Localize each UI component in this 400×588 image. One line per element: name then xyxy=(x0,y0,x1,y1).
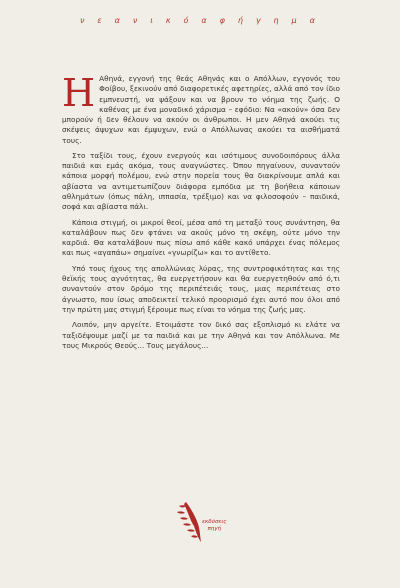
paragraph-3: Κάποια στιγμή, οι μικροί θεοί, μέσα από τη μεταξύ τους συνάντηση, θα καταλάβουν πως δεν φτάνει να ακούς μόνο τη σκέψη, ούτε μόνο την καρδιά. Θα καταλάβουν πως πίσω από κάθε κακό υπάρχει ένας πόλεμος και πως «αγαπάω» σημαίνει «γνωρίζω» και το αντίθετο. xyxy=(62,217,340,258)
paragraph-4: Υπό τους ήχους της απολλώνιας λύρας, της συντροφικότητας και της θεϊκής τους αγνότητας, θα ευεργετήσουν και θα ευεργετηθούν από ό,τι συναντούν στον δρόμο της περιπέτειάς τους, μιας περιπέτειας στο άγνωστο, που ίσως αποδεικτεί τελικό προορισμό έχει αυτό που όλοι από την πρώτη μας στιγμή ξέρουμε πως είναι το νόημα της ζωής μας. xyxy=(62,263,340,314)
publisher-line-2: πηγή xyxy=(207,526,222,532)
paragraph-1-text: Αθηνά, εγγονή της θεάς Αθηνάς και ο Απόλλων, εγγονός του Φοίβου, ξεκινούν από διαφορετικές αφετηρίες, αλλά από τον ίδιο εμπνευστή, να ψάξουν και να βρουν το νόημα της ζωής. Ο καθένας με ένα μοναδικό χάρισμα – εφόδιο: Να «ακούν» όσα δεν μπορούν ή δεν θέλουν να ακούν οι άνθρωποι. Η μεν Αθηνά ακούει τις σκέψεις άψυχων και έμψυχων, ενώ ο Απόλλωνας ακούει τα αισθήματά τους. xyxy=(62,74,340,145)
paragraph-1 xyxy=(62,71,340,146)
paragraph-5: Λοιπόν, μην αργείτε. Ετοιμάστε τον δικό σας εξοπλισμό κι ελάτε να ταξιδέψουμε μαζί με τα παιδιά και με την Αθηνά και τον Απόλλωνα. Με τους Μικρούς Θεούς... Τους μεγάλους... xyxy=(62,320,340,350)
paragraph-2: Στο ταξίδι τους, έχουν ενεργούς και ισότιμους συνοδοιπόρους άλλα παιδιά και εμάς ακόμα, τους αναγνώστες. Όπου πηγαίνουν, συναντούν κάποια μορφή πολέμου, ενώ στην πορεία τους θα διακρίνουμε απλά και αβίαστα να αντιμετωπίζουν διάφορα εμπόδια με τη βοήθεια κάποιων αθλημάτων (όπως πάλη, ιππασία, τρέξιμο) και να φιλοσοφούν – παιδικά, σοφά και αβίαστα πάλι. xyxy=(62,150,340,212)
publisher-line-1: εκδόσεις xyxy=(202,519,227,525)
publisher-name xyxy=(202,519,227,533)
drop-cap: Η xyxy=(62,71,96,115)
blurb-text xyxy=(62,71,340,356)
series-label: ν ε α ν ι κ ό α φ ή γ η μ α xyxy=(79,16,321,25)
